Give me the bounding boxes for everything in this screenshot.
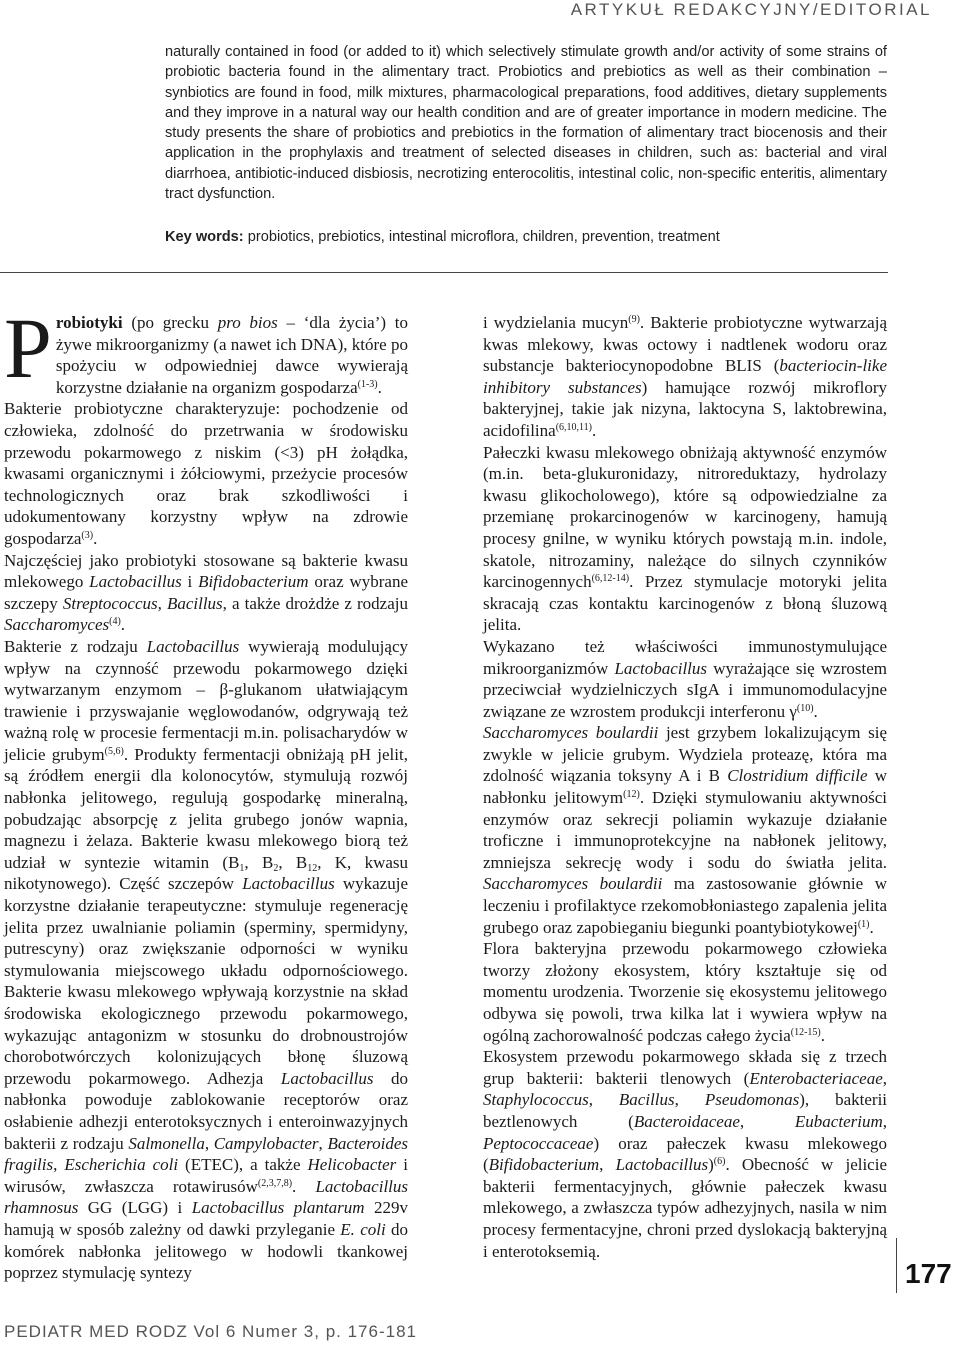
text-run: pro bios — [217, 313, 278, 332]
text-run: , — [739, 1111, 795, 1131]
text-run: . — [813, 701, 818, 721]
keywords — [165, 229, 887, 245]
text-run: Pseudomonas — [704, 1090, 800, 1110]
paragraph — [483, 938, 887, 1046]
text-run: Saccharomyces boulardii — [483, 874, 663, 894]
text-run: Helicobacter — [307, 1155, 397, 1175]
text-run: (po grecku — [122, 313, 218, 332]
text-run: , — [204, 1133, 214, 1153]
text-run: . — [120, 615, 126, 635]
text-run: Bacillus — [618, 1090, 675, 1110]
text-run: wywierają modulujący wpływ na czynność przewodu pokarmowego dzięki wytwarzanym enzymom – β-glukanom ułatwiającym trawienie i przyswajanie węglowodanów, odgrywają też ważną rolę w procesie fermentacji m.in. polisacharydów w jelicie grubym — [4, 636, 408, 764]
text-run: , — [53, 1155, 65, 1175]
left-column — [4, 300, 409, 1284]
citation: (3) — [81, 529, 94, 541]
paragraph — [4, 636, 408, 1284]
text-run: Lactobacillus — [146, 636, 240, 656]
text-run: i — [181, 572, 199, 592]
abstract-text: naturally contained in food (or added to it) which selectively stimulate growth and/or activity of some strains of probiotic bacteria found in the alimentary tract. Probiotics and prebiotics as well as their combination – synbiotics are found in food, milk mixtures, pharmacological preparations, food additives, dietary supplements and they improve in a natural way our health condition and are of greater importance in modern medicine. The study presents the share of probiotics and prebiotics in the formation of alimentary tract biocenosis and their application in the prophylaxis and treatment of selected diseases in children, such as: bacterial and viral diarrhoea, antibiotic-induced disbiosis, necrotizing enterocolitis, intestinal colic, non-specific enteritis, alimentary tract dysfunction. — [165, 44, 887, 203]
journal-footer: PEDIATR MED RODZ Vol 6 Numer 3, p. 176-181 — [4, 1322, 417, 1341]
text-run: bacteriocin-like inhibitory substances — [483, 356, 887, 397]
text-run: , — [599, 1155, 616, 1175]
page-number-rule — [896, 1238, 897, 1293]
text-run: . — [869, 917, 874, 937]
text-run: . Obecność w jelicie bakterii fermentacyjnych, głównie pałeczek kwasu mlekowego, a zwłaszcza typów adhezyjnych, nasila w nim procesy fermentacyjne, chroni przed dyslokacją bakteryjną i enterotoksemią. — [483, 1155, 887, 1261]
text-run: do nabłonka powoduje zablokowanie receptorów oraz osłabienie adhezji enterotoksycznych i enteroinwazyjnych bakterii z rodzaju — [4, 1068, 409, 1153]
text-run: , K, kwasu nikotynowego). Część szczepów — [4, 852, 409, 894]
text-run: (ETEC), a także — [178, 1155, 308, 1175]
text-run: . Dzięki stymulowaniu aktywności enzymów oraz sekrecji poliamin wykazuje działanie troficzne i immunoprotekcyjne na nabłonek jelitowy, zmniejsza sekrecję wody i sodu do światła jelita. — [483, 788, 887, 872]
text-run: , — [318, 1133, 328, 1153]
citation: (12) — [623, 789, 640, 801]
citation: (5,6) — [104, 745, 124, 757]
text-run: ma zastosowanie głównie w leczeniu i profilaktyce rzekomobłoniastego zapalenia jelita grubego oraz zapobieganiu biegunki poantybiotykowej — [483, 874, 888, 937]
text-run: . Produkty fermentacji obniżają pH jelit, są źródłem energii dla kolonocytów, stymulują rozwój nabłonka jelitowego, regulują gospodarkę mineralną, pobudzając absorpcję z jelita grubego jonów wapnia, magnezu i żelaza. Bakterie kwasu mlekowego biorą też udział w syntezie witamin (B — [4, 744, 408, 872]
text-run: . Bakterie probiotyczne wytwarzają kwas mlekowy, kwas octowy i nadtlenek wodoru oraz substancje bakteriocynopodobne BLIS ( — [483, 313, 887, 376]
text-run: ), bakterii beztlenowych ( — [483, 1090, 888, 1131]
text-run: Ekosystem przewodu pokarmowego składa się z trzech grup bakterii: bakterii tlenowych ( — [483, 1047, 887, 1088]
text-run: Enterobacteriaceae — [749, 1068, 883, 1088]
text-run: , — [157, 593, 167, 613]
text-run: ) hamujące rozwój mikroflory bakteryjnej, takie jak nizyna, laktocyna S, laktobrewina, acidofilina — [483, 377, 887, 440]
text-run: , — [674, 1090, 705, 1110]
text-run: Campylobacter — [213, 1133, 319, 1153]
running-header: ARTYKUŁ REDAKCYJNY/EDITORIAL — [570, 0, 932, 19]
text-run: Bakterie probiotyczne charakteryzuje: pochodzenie od człowieka, zdolność do przetrwania w środowisku przewodu pokarmowego z niskim (<3) pH żołądka, kwasami organicznymi i żółciowymi, przeżycie procesów technologicznych oraz brak szkodliwości i udokumentowany korzystny wpływ na zdrowie gospodarza — [4, 399, 408, 548]
text-run: . — [292, 1176, 316, 1196]
text-run: Bakterie z rodzaju — [4, 636, 147, 656]
citation: (6,12-14) — [591, 573, 630, 585]
text-run: Saccharomyces boulardii — [483, 723, 659, 743]
text-run: w nabłonku jelitowym — [483, 766, 888, 808]
text-run: i wydzielania mucyn — [483, 313, 629, 332]
text-run: Peptococcaceae — [483, 1133, 594, 1153]
text-run: Lactobacillus — [89, 572, 182, 592]
text-run: Bifidobacterium — [198, 572, 309, 592]
text-run: Bacteroidaceae — [633, 1111, 740, 1131]
text-run: Lactobacillus — [615, 1155, 709, 1175]
text-run: . — [377, 377, 382, 397]
keywords-list: probiotics, prebiotics, intestinal microflora, children, prevention, treatment — [247, 229, 720, 245]
text-run: ) — [708, 1155, 714, 1175]
text-run: Wykazano też właściwości immunostymulujące mikroorganizmów — [483, 636, 887, 678]
subscript: 2 — [273, 862, 279, 874]
text-run: , — [588, 1090, 619, 1110]
citation: (4) — [109, 616, 121, 628]
text-run: Pałeczki kwasu mlekowego obniżają aktywność enzymów (m.in. beta-glukuronidazy, nitroreduktazy, hydrolazy kwasu glikocholowego), które są odpowiedzialne za przemianę prokarcinogenów w karcinogeny, hamują procesy gnilne, w wyniku których powstają m.in. indole, skatole, nitrozaminy, należące do silnych czynników karcinogennych — [483, 442, 887, 592]
text-run: Lactobacillus — [242, 874, 335, 894]
paragraph — [483, 1046, 887, 1262]
text-run: E. coli — [340, 1219, 386, 1239]
text-run: wyrażające się wzrostem przeciwciał wydzielniczych sIgA i immunomodulacyjne związane ze wzrostem produkcji interferonu γ — [483, 658, 887, 721]
subscript: 1 — [239, 862, 245, 874]
text-run: Saccharomyces — [4, 615, 110, 635]
text-run: ) oraz pałeczek kwasu mlekowego ( — [483, 1133, 887, 1175]
keywords-label: Key words: — [165, 229, 244, 245]
paragraph — [483, 442, 887, 636]
text-run: i wirusów, zwłaszcza rotawirusów — [4, 1155, 408, 1196]
text-run: , — [882, 1111, 887, 1131]
text-run: Flora bakteryjna przewodu pokarmowego człowieka tworzy złożony ekosystem, który kształtuje się od momentu urodzenia. Tworzenie się ekosystemu jelitowego odbywa się powoli, trwa kilka lat i wywiera wpływ na ogólną zachorowalność podczas całego życia — [483, 939, 887, 1045]
page-number: 177 — [905, 1258, 952, 1289]
text-run: , — [882, 1068, 887, 1088]
text-run: Lactobacillus plantarum — [191, 1198, 365, 1218]
citation: (2,3,7,8) — [257, 1177, 293, 1189]
text-run: , a także drożdże z rodzaju — [222, 593, 408, 613]
text-run: Lactobacillus rhamnosus — [4, 1176, 409, 1218]
citation: (10) — [796, 702, 814, 714]
text-run: Staphylococcus — [483, 1090, 589, 1110]
paragraph — [4, 300, 408, 398]
citation: (6) — [713, 1156, 726, 1168]
text-run: Bifidobacterium — [488, 1155, 600, 1175]
text-run: 229v hamują w sposób zależny od dawki przyleganie — [4, 1198, 408, 1239]
citation: (9) — [628, 314, 640, 325]
text-run: . — [592, 420, 597, 440]
citation: (1) — [857, 918, 870, 930]
text-run: Eubacterium — [794, 1111, 883, 1131]
text-run: Lactobacillus — [614, 658, 708, 678]
paragraph — [4, 550, 408, 636]
text-run: do komórek nabłonka jelitowego w hodowli tkankowej poprzez stymulację syntezy — [4, 1219, 408, 1283]
citation: (12-15) — [790, 1026, 821, 1038]
text-run: Bacillus — [166, 593, 223, 613]
text-run: Salmonella — [128, 1133, 205, 1153]
paragraph — [483, 722, 887, 938]
text-run: Escherichia coli — [64, 1155, 179, 1175]
text-run: wykazuje korzystne działanie terapeutyczne: stymuluje regenerację jelita przez uwalnianie poliamin (sperminy, spermidyny, putrescyny) oraz zwiększanie odporności w wyniku stymulowania miejscowego układu odpornościowego. Bakterie kwasu mlekowego wpływają korzystnie na skład środowiska ekologicznego przewodu pokarmowego, wykazując antagonizm w stosunku do drobnoustrojów chorobotwórczych kolonizujących błonę śluzową przewodu pokarmowego. Adhezja — [4, 874, 408, 1088]
text-run: . — [820, 1025, 825, 1045]
text-run: Clostridium difficile — [727, 766, 868, 786]
paragraph — [4, 398, 408, 549]
dropcap: P — [4, 300, 52, 396]
citation: (1-3) — [357, 378, 378, 390]
text-run: GG (LGG) i — [78, 1198, 192, 1218]
text-run: , B — [278, 852, 308, 872]
text-run: jest grzybem lokalizującym się zwykle w jelicie grubym. Wydziela proteazę, która ma zdolność wiązania toksyny A i B — [483, 723, 887, 786]
subscript: 12 — [307, 862, 318, 874]
text-run: – ‘dla życia’) to żywe mikroorganizmy (a nawet ich DNA), które po spożyciu w odpowiedniej dawce wywierają korzystne działanie na organizm gospodarza — [55, 313, 408, 397]
text-run: . — [93, 528, 98, 548]
text-run: Lactobacillus — [280, 1068, 374, 1088]
text-run: Bacteroides fragilis — [4, 1133, 409, 1175]
text-run: Najczęściej jako probiotyki stosowane są bakterie kwasu mlekowego — [4, 550, 408, 592]
section-divider — [0, 272, 888, 273]
citation: (6,10,11) — [555, 421, 592, 433]
paragraph — [483, 636, 887, 722]
text-run: Streptococcus — [62, 593, 158, 613]
paragraph — [483, 312, 887, 442]
lead-word: robiotyki — [55, 313, 123, 332]
text-run: oraz wybrane szczepy — [4, 572, 408, 613]
text-run: , B — [244, 852, 274, 872]
text-run: . Przez stymulacje motoryki jelita skracają czas kontaktu karcinogenów z błoną śluzową jelita. — [483, 572, 887, 635]
right-column — [483, 312, 887, 1262]
